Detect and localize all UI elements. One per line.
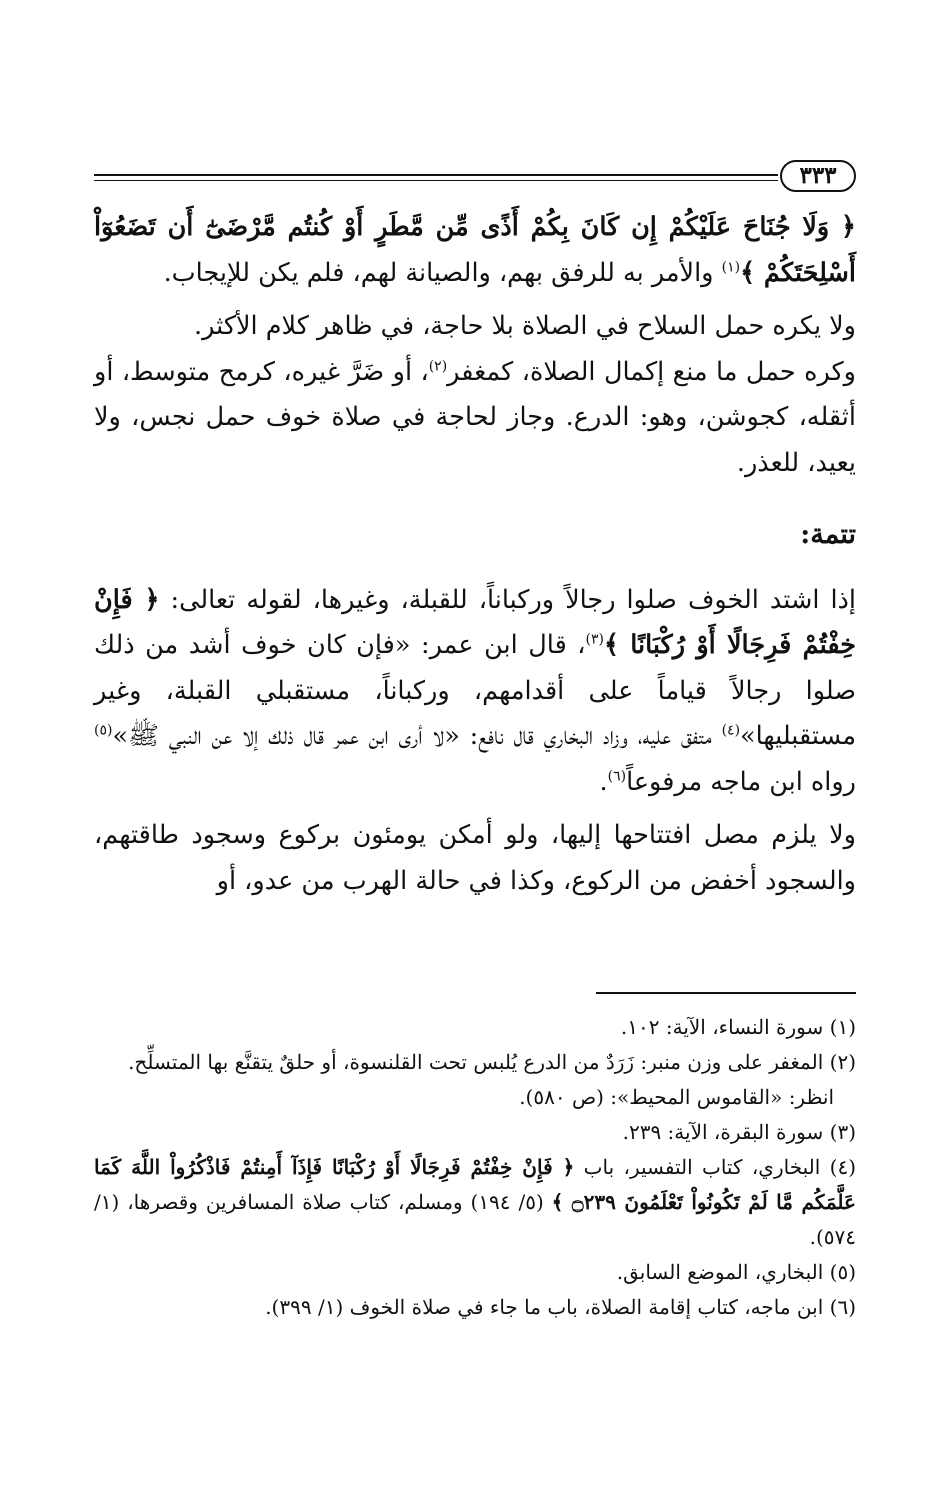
footnotes <box>94 1010 856 1325</box>
paragraph-text: إذا اشتد الخوف صلوا رجالاً وركباناً، للقبلة، وغيرها، لقوله تعالى: <box>170 584 857 615</box>
footnote-text: (٤) البخاري، كتاب التفسير، باب <box>574 1155 856 1179</box>
footnote-ref: (٢) <box>428 358 448 374</box>
footnote-5: (٥) البخاري، الموضع السابق. <box>616 1260 856 1284</box>
paragraph-text: ، أو ضَرَّ غيره، كرمح متوسط، أو أثقله، كجوشن، وهو: الدرع. وجاز لحاجة في صلاة خوف حمل نجس، ولا يعيد، للعذر. <box>94 356 856 478</box>
paragraph-5: ولا يلزم مصل افتتاحها إليها، ولو أمكن يومئون بركوع وسجود طاقتهم، والسجود أخفض من الركوع، وكذا في حالة الهرب من عدو، أو <box>94 820 856 896</box>
footnote-ref: (٦) <box>607 768 627 784</box>
footnote-ref: (١) <box>721 259 741 275</box>
paragraph-2: ولا يكره حمل السلاح في الصلاة بلا حاجة، في ظاهر كلام الأكثر. <box>193 311 856 341</box>
footnote-3: (٣) سورة البقرة، الآية: ٢٣٩. <box>622 1120 856 1144</box>
footnote-4 <box>94 1150 856 1255</box>
quran-verse: ﴿ فَإِنْ خِفْتُمْ فَرِجَالًا أَوْ رُكْبَانًا ﴾ <box>94 584 856 660</box>
page-header <box>94 160 856 196</box>
paragraph-text: ، قال ابن عمر: «فإن كان خوف أشد من ذلك صلوا رجالاً قياماً على أقدامهم، وركباناً، مستقبلي القبلة، وغير مستقبليها» <box>94 630 856 751</box>
main-text <box>94 205 856 904</box>
paragraph-4 <box>94 578 856 806</box>
paragraph-text: والأمر به للرفق بهم، والصيانة لهم، فلم يكن للإيجاب. <box>163 257 722 288</box>
paragraph-3 <box>94 350 856 487</box>
paragraph-text: . <box>599 766 608 797</box>
page-number: ٣٣٣ <box>780 160 856 192</box>
paragraph-text: وكره حمل ما منع إكمال الصلاة، كمغفر <box>447 356 856 387</box>
footnote-text: (٥/ ١٩٤) ومسلم، كتاب صلاة المسافرين وقصرها، (١/ ٥٧٤). <box>94 1190 856 1249</box>
section-heading: تتمة: <box>800 519 856 550</box>
paragraph-1 <box>94 205 856 296</box>
header-rule-thin <box>94 180 778 181</box>
footnote-ref: (٤) <box>721 722 741 739</box>
footnote-2: (٢) المغفر على وزن منبر: زَرَدٌ من الدرع يُلبس تحت القلنسوة، أو حلقٌ يتقنَّع بها المتسلِّح. <box>128 1050 856 1074</box>
paragraph-text: رواه ابن ماجه مرفوعاً <box>626 766 856 797</box>
header-rule <box>94 174 778 176</box>
footnote-ref: (٥) <box>94 722 113 739</box>
footnote-ref: (٣) <box>585 631 604 648</box>
footnote-separator <box>596 992 856 994</box>
footnote-2-continued: انظر: «القاموس المحيط»: (ص ٥٨٠). <box>519 1085 834 1109</box>
footnote-1: (١) سورة النساء، الآية: ١٠٢. <box>620 1015 856 1039</box>
quran-verse: ﴿ فَإِنْ خِفْتُمْ فَرِجَالًا أَوْ رُكْبَانًا فَإِذَآ أَمِنتُمْ فَاذْكُرُواْ اللَّهَ كَمَا عَلَّمَكُم مَّا لَمْ تَكُونُواْ تَعْلَمُونَ ۝٢٣٩ ﴾ <box>94 1155 856 1214</box>
footnote-6: (٦) ابن ماجه، كتاب إقامة الصلاة، باب ما جاء في صلاة الخوف (١/ ٣٩٩). <box>265 1295 856 1319</box>
quran-verse: ﴿ وَلَا جُنَاحَ عَلَيْكُمْ إِن كَانَ بِكُمْ أَذًى مِّن مَّطَرٍ أَوْ كُنتُم مَّرْضَىٰٓ أَن تَضَعُوٓاْ أَسْلِحَتَكُمْ ﴾ <box>94 212 856 288</box>
paragraph-text: متفق عليه، وزاد البخاري قال نافع: «لا أرى ابن عمر قال ذلك إلا عن النبي ﷺ» <box>112 721 722 751</box>
